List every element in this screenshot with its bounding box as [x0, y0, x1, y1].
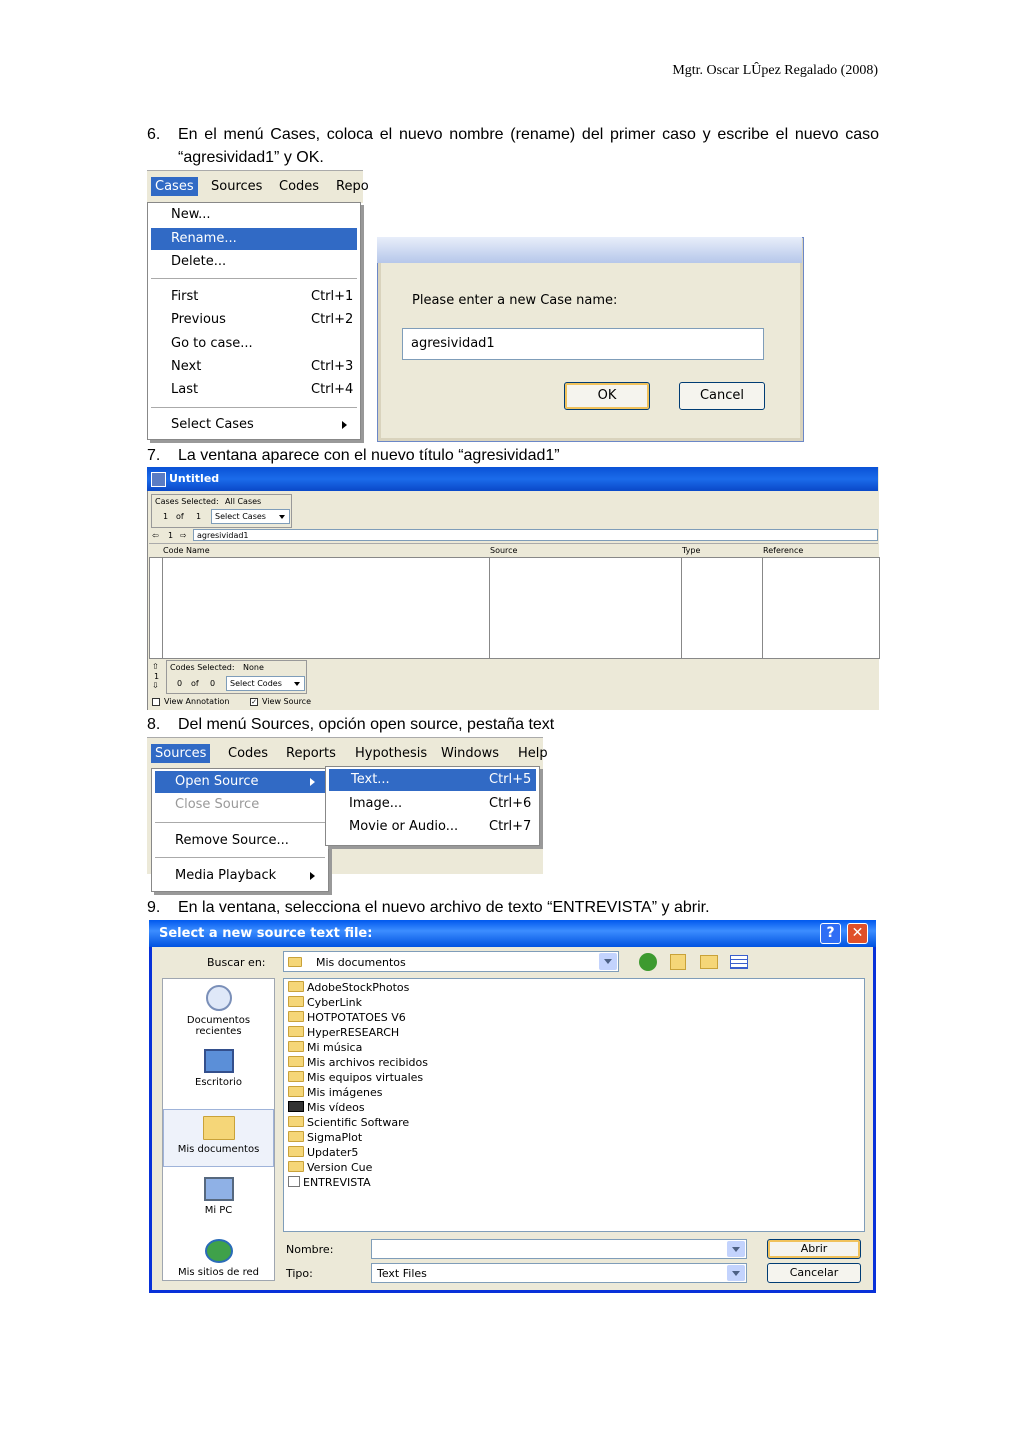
view-annotation-label: View Annotation: [164, 697, 230, 706]
menu-separator: [151, 407, 357, 408]
menu-sources[interactable]: Sources: [151, 744, 210, 763]
chevron-down-icon: [279, 515, 285, 519]
place-network[interactable]: [163, 1239, 274, 1278]
menu-item-close-source: Close Source: [175, 797, 260, 812]
step-text: Del menú Sources, opción open source, pestaña text: [178, 716, 555, 733]
step-8: [147, 713, 879, 736]
codes-selected-value: None: [243, 663, 264, 672]
cases-menu: [147, 202, 361, 440]
list-item[interactable]: SigmaPlot: [288, 1131, 362, 1146]
step-number: 6.: [147, 126, 161, 143]
menu-item-new[interactable]: New...: [171, 207, 211, 222]
place-label: Escritorio: [195, 1077, 242, 1088]
folder-icon: [288, 1056, 304, 1067]
codes-table[interactable]: [149, 557, 880, 659]
file-name-input[interactable]: [371, 1239, 747, 1259]
select-codes-dropdown[interactable]: [226, 676, 305, 691]
computer-icon: [204, 1177, 234, 1201]
file-type-label: Tipo:: [286, 1267, 313, 1280]
dialog-prompt: Please enter a new Case name:: [412, 293, 618, 308]
folder-icon: [288, 957, 302, 967]
dialog-header: [377, 237, 802, 263]
dialog-title-bar[interactable]: [149, 920, 876, 947]
place-label: Mis documentos: [177, 1144, 260, 1155]
list-item[interactable]: Mis equipos virtuales: [288, 1071, 423, 1086]
case-name-input[interactable]: agresividad1: [402, 328, 764, 360]
open-button[interactable]: Abrir: [767, 1239, 861, 1259]
help-icon[interactable]: ?: [820, 923, 841, 944]
step-6: [147, 123, 879, 169]
my-documents-icon: [203, 1116, 235, 1140]
menu-item-text[interactable]: Text... Ctrl+5: [329, 769, 536, 791]
page-header: Mgtr. Oscar LÛpez Regalado (2008): [672, 63, 878, 78]
place-label: Mi PC: [204, 1205, 233, 1216]
back-icon[interactable]: [639, 953, 657, 971]
menu-item-last[interactable]: Last Ctrl+4: [171, 382, 354, 397]
network-icon: [205, 1239, 233, 1263]
submenu-arrow-icon: [310, 778, 315, 786]
menu-hypothesis[interactable]: Hypothesis: [355, 746, 428, 761]
submenu-arrow-icon: [310, 872, 315, 880]
select-codes-label: Select Codes: [230, 679, 282, 688]
menu-bar: [147, 170, 369, 203]
view-source-checkbox[interactable]: ✓: [251, 699, 257, 706]
cases-selected-value: All Cases: [225, 497, 262, 506]
list-item[interactable]: AdobeStockPhotos: [288, 981, 409, 996]
case-counter-of: of: [176, 512, 184, 521]
place-recent-documents[interactable]: [163, 985, 274, 1037]
up-folder-icon[interactable]: [670, 954, 686, 970]
codes-nav-value: 1: [154, 672, 160, 681]
menu-item-next[interactable]: Next Ctrl+3: [171, 359, 354, 374]
menu-reports[interactable]: Reports: [286, 746, 336, 761]
chevron-down-icon: [727, 1265, 745, 1281]
list-item[interactable]: ENTREVISTA: [288, 1176, 371, 1191]
case-counter-total: 1: [196, 512, 202, 521]
step-number: 7.: [147, 447, 161, 464]
select-cases-dropdown[interactable]: [211, 509, 290, 524]
list-item[interactable]: Scientific Software: [288, 1116, 409, 1131]
folder-icon: [288, 981, 304, 992]
window-title-bar[interactable]: [147, 467, 878, 491]
case-name-value: agresividad1: [197, 531, 249, 540]
new-folder-icon[interactable]: [700, 955, 718, 969]
menu-separator: [155, 822, 325, 823]
text-file-icon: [288, 1176, 300, 1187]
cancel-button[interactable]: Cancelar: [767, 1263, 861, 1283]
list-item[interactable]: Mis vídeos: [288, 1101, 365, 1116]
step-text: En el menú Cases, coloca el nuevo nombre (rename) del primer caso y escribe el nuevo caso “agresividad1” y OK.: [178, 126, 879, 166]
cases-selected-label: Cases Selected:: [155, 497, 219, 506]
close-icon[interactable]: ✕: [847, 923, 868, 944]
recent-documents-icon: [206, 985, 232, 1011]
column-code-name[interactable]: Code Name: [163, 546, 210, 555]
menu-item-previous[interactable]: Previous Ctrl+2: [171, 312, 354, 327]
list-item[interactable]: Version Cue: [288, 1161, 372, 1176]
view-annotation-checkbox[interactable]: [152, 698, 160, 706]
step-number: 9.: [147, 899, 161, 916]
ok-button[interactable]: OK: [564, 382, 650, 410]
prev-case-arrow-icon[interactable]: ⇦: [152, 531, 159, 540]
folder-icon: [288, 1131, 304, 1142]
step-9: [147, 896, 879, 919]
menu-reports[interactable]: Repo: [336, 179, 369, 194]
dialog-title: Select a new source text file:: [159, 926, 373, 941]
column-type[interactable]: Type: [682, 546, 701, 555]
submenu-arrow-icon: [342, 421, 347, 429]
file-type-value: Text Files: [377, 1267, 427, 1280]
videos-folder-icon: [288, 1101, 304, 1112]
menu-separator: [155, 857, 325, 858]
menu-item-open-source[interactable]: Open Source: [155, 771, 325, 793]
column-reference[interactable]: Reference: [763, 546, 804, 555]
codes-counter-of: of: [191, 679, 199, 688]
menu-item-first[interactable]: First Ctrl+1: [171, 289, 354, 304]
open-source-submenu: [325, 766, 540, 846]
menu-item-go-to-case[interactable]: Go to case...: [171, 336, 253, 351]
menu-separator: [151, 278, 357, 279]
menu-item-select-cases[interactable]: Select Cases: [151, 414, 357, 436]
column-divider: [681, 558, 682, 658]
codes-counter-total: 0: [210, 679, 216, 688]
list-item[interactable]: HyperRESEARCH: [288, 1026, 399, 1041]
menu-item-delete[interactable]: Delete...: [171, 254, 227, 269]
folder-icon: [288, 1161, 304, 1172]
look-in-value: Mis documentos: [316, 956, 406, 969]
menu-item-media-playback[interactable]: Media Playback: [155, 865, 325, 887]
desktop-icon: [204, 1049, 234, 1073]
sources-menu: [151, 768, 329, 892]
codes-counter-current: 0: [177, 679, 183, 688]
look-in-dropdown[interactable]: [283, 951, 619, 972]
step-number: 8.: [147, 716, 161, 733]
column-divider: [489, 558, 490, 658]
list-item[interactable]: HOTPOTATOES V6: [288, 1011, 406, 1026]
place-desktop[interactable]: [163, 1049, 274, 1088]
menu-item-remove-source[interactable]: Remove Source...: [175, 833, 289, 848]
select-cases-label: Select Cases: [215, 512, 266, 521]
cancel-button[interactable]: Cancel: [679, 382, 765, 410]
window-title: Untitled: [169, 472, 220, 485]
menu-codes[interactable]: Codes: [228, 746, 269, 761]
folder-icon: [288, 1146, 304, 1157]
scroll-down-arrow-icon[interactable]: ⇩: [152, 681, 159, 690]
menu-item-image[interactable]: Image... Ctrl+6: [349, 796, 532, 811]
codes-selected-label: Codes Selected:: [170, 663, 235, 672]
menu-item-rename[interactable]: Rename...: [151, 228, 357, 250]
folder-icon: [288, 1071, 304, 1082]
folder-icon: [288, 1026, 304, 1037]
next-case-arrow-icon[interactable]: ⇨: [180, 531, 187, 540]
pictures-folder-icon: [288, 1086, 304, 1097]
list-item[interactable]: Mis archivos recibidos: [288, 1056, 428, 1071]
view-menu-icon[interactable]: [730, 955, 748, 969]
chevron-down-icon: [294, 682, 300, 686]
case-nav-value: 1: [168, 531, 174, 540]
app-icon: [151, 472, 166, 487]
list-item[interactable]: CyberLink: [288, 996, 362, 1011]
step-text: La ventana aparece con el nuevo título “agresividad1”: [178, 447, 560, 464]
place-my-documents[interactable]: [163, 1109, 274, 1167]
chevron-down-icon: [727, 1241, 745, 1257]
look-in-label: Buscar en:: [207, 956, 266, 969]
folder-icon: [288, 996, 304, 1007]
file-list[interactable]: [283, 978, 865, 1232]
place-label: Documentos recientes: [186, 1015, 251, 1037]
column-source[interactable]: Source: [490, 546, 518, 555]
case-name-field[interactable]: [193, 529, 878, 541]
folder-icon: [288, 1116, 304, 1127]
menu-help[interactable]: Help: [518, 746, 548, 761]
column-divider: [762, 558, 763, 658]
place-label: Mis sitios de red: [177, 1267, 260, 1278]
file-name-label: Nombre:: [286, 1243, 334, 1256]
folder-icon: [288, 1011, 304, 1022]
scroll-up-arrow-icon[interactable]: ⇧: [152, 662, 159, 671]
case-counter-current: 1: [163, 512, 169, 521]
step-text: En la ventana, selecciona el nuevo archivo de texto “ENTREVISTA” y abrir.: [178, 899, 710, 916]
list-item[interactable]: Updater5: [288, 1146, 358, 1161]
place-my-computer[interactable]: [163, 1177, 274, 1216]
list-item[interactable]: Mis imágenes: [288, 1086, 383, 1101]
menu-codes[interactable]: Codes: [279, 179, 320, 194]
places-bar: [162, 978, 275, 1281]
menu-cases[interactable]: Cases: [151, 177, 198, 196]
file-type-dropdown[interactable]: [371, 1263, 747, 1283]
music-folder-icon: [288, 1041, 304, 1052]
list-item[interactable]: Mi música: [288, 1041, 362, 1056]
menu-windows[interactable]: Windows: [441, 746, 500, 761]
codes-table-header: [149, 543, 878, 558]
menu-sources[interactable]: Sources: [211, 179, 263, 194]
chevron-down-icon: [599, 953, 617, 970]
view-source-label: View Source: [262, 697, 312, 706]
column-divider: [162, 558, 163, 658]
menu-item-movie-audio[interactable]: Movie or Audio... Ctrl+7: [349, 819, 532, 834]
step-7: [147, 444, 879, 467]
